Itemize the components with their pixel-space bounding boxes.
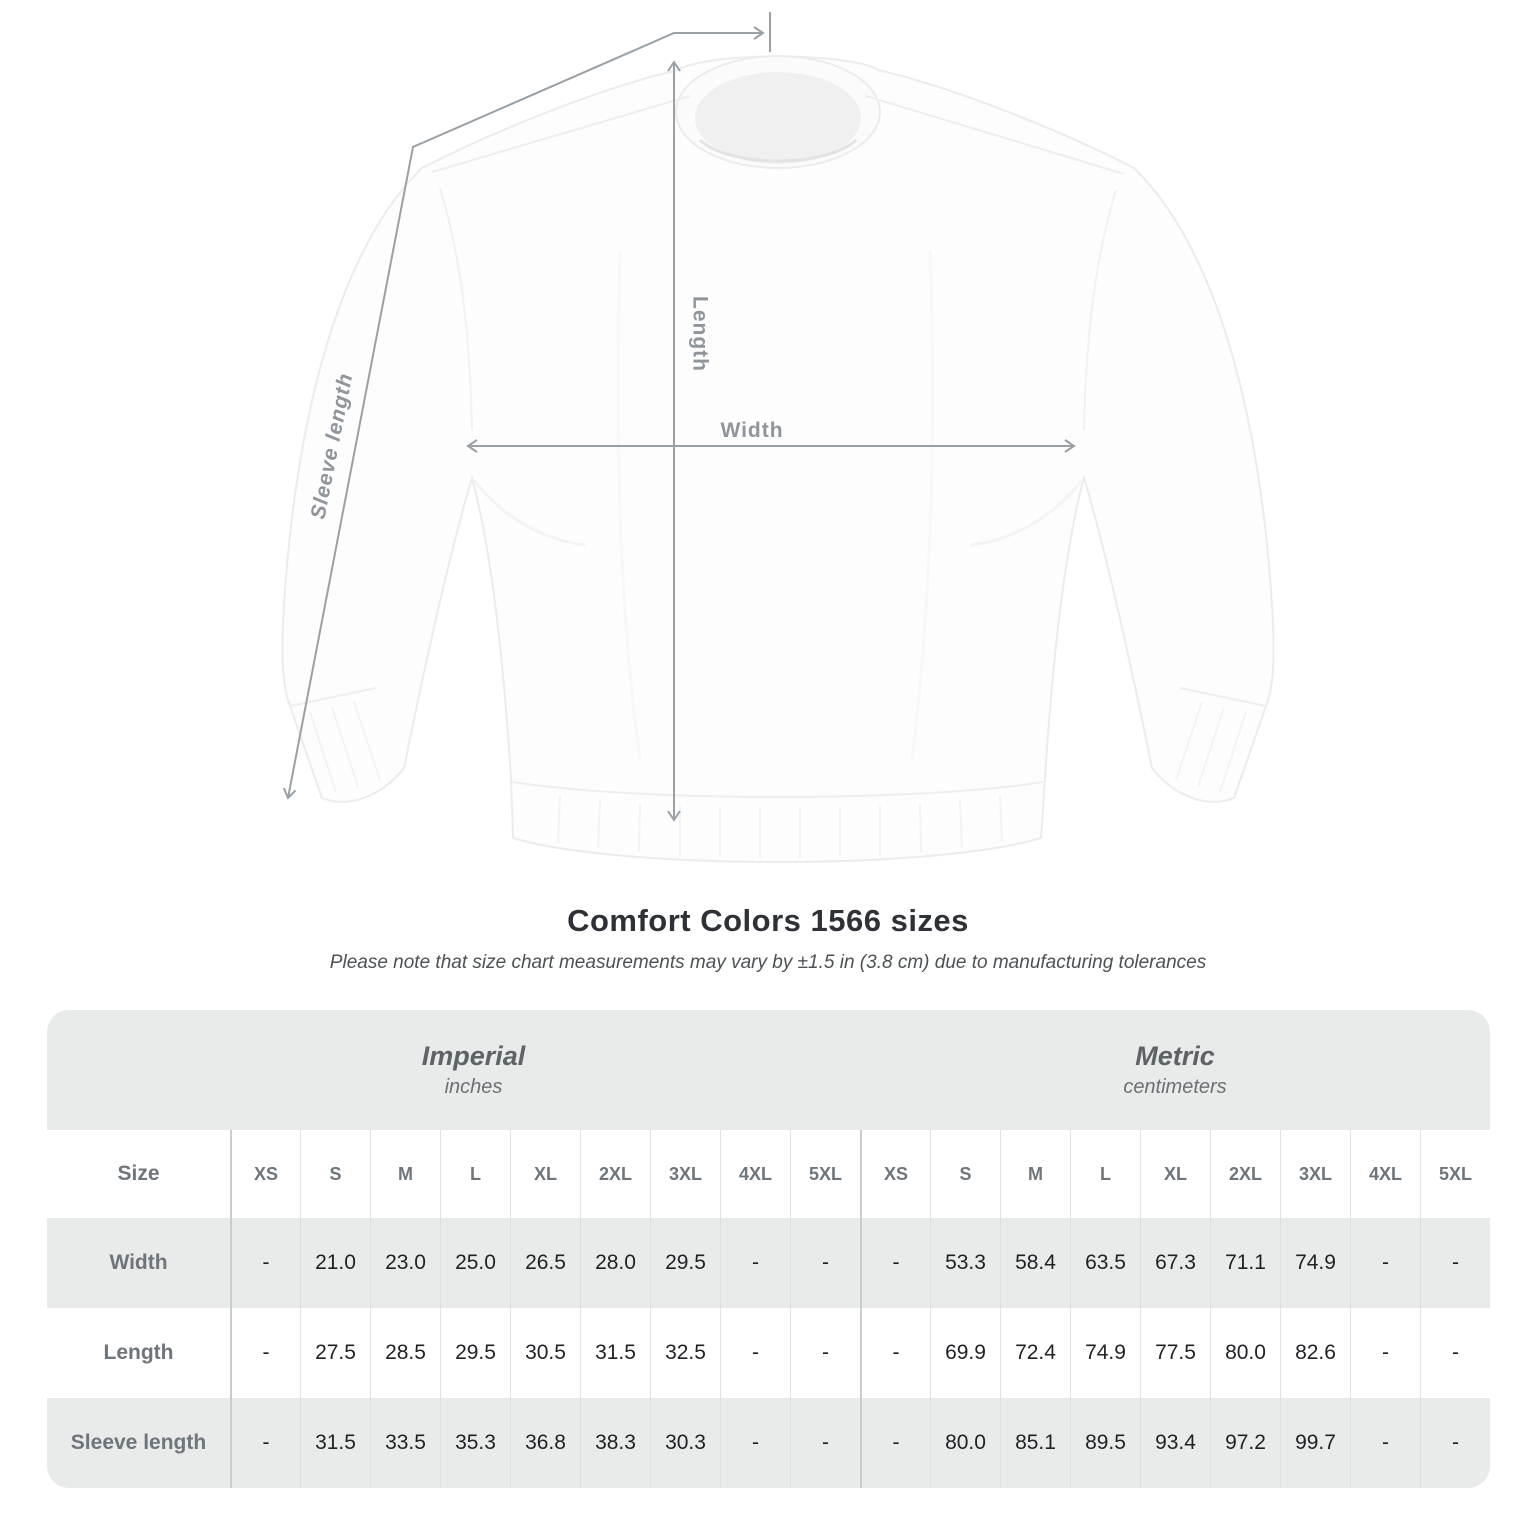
table-row xyxy=(47,1308,1490,1398)
cell-value: - xyxy=(230,1308,300,1398)
column-header-s: S xyxy=(930,1130,1000,1218)
column-header-2xl: 2XL xyxy=(1210,1130,1280,1218)
cell-value: 29.5 xyxy=(440,1308,510,1398)
cell-value: 99.7 xyxy=(1280,1398,1350,1488)
cell-value: 26.5 xyxy=(510,1218,580,1308)
column-header-xs: XS xyxy=(230,1130,300,1218)
cell-value: 97.2 xyxy=(1210,1398,1280,1488)
cell-value: 80.0 xyxy=(1210,1308,1280,1398)
cell-value: 30.3 xyxy=(650,1398,720,1488)
page-title: Comfort Colors 1566 sizes xyxy=(567,903,969,938)
column-header-4xl: 4XL xyxy=(720,1130,790,1218)
sweatshirt-graphic xyxy=(282,56,1273,862)
row-label: Length xyxy=(103,1341,174,1364)
column-header-m: M xyxy=(370,1130,440,1218)
column-header-s: S xyxy=(300,1130,370,1218)
column-header-l: L xyxy=(1070,1130,1140,1218)
cell-value: 53.3 xyxy=(930,1218,1000,1308)
column-header-xl: XL xyxy=(510,1130,580,1218)
cell-value: - xyxy=(790,1398,860,1488)
cell-value: 36.8 xyxy=(510,1398,580,1488)
cell-value: 38.3 xyxy=(580,1398,650,1488)
imperial-label: Imperial xyxy=(421,1041,526,1071)
tolerance-note: Please note that size chart measurements may vary by ±1.5 in (3.8 cm) due to manufacturing tolerances xyxy=(329,952,1207,973)
column-header-xl: XL xyxy=(1140,1130,1210,1218)
metric-label: Metric xyxy=(1135,1041,1215,1071)
cell-value: 74.9 xyxy=(1070,1308,1140,1398)
cell-value: - xyxy=(720,1398,790,1488)
cell-value: 74.9 xyxy=(1280,1218,1350,1308)
row-label: Width xyxy=(109,1251,168,1274)
length-label: Length xyxy=(688,296,712,372)
table-columns-row xyxy=(47,1130,1490,1218)
cell-value: 29.5 xyxy=(650,1218,720,1308)
cell-value: 89.5 xyxy=(1070,1398,1140,1488)
column-header-5xl: 5XL xyxy=(1420,1130,1490,1218)
row-label: Sleeve length xyxy=(70,1431,207,1454)
unit-band xyxy=(47,1010,1490,1130)
cell-value: - xyxy=(230,1218,300,1308)
cell-value: - xyxy=(860,1218,930,1308)
cell-value: - xyxy=(790,1218,860,1308)
column-header-m: M xyxy=(1000,1130,1070,1218)
column-header-l: L xyxy=(440,1130,510,1218)
cell-value: 80.0 xyxy=(930,1398,1000,1488)
column-header-xs: XS xyxy=(860,1130,930,1218)
table-row xyxy=(47,1398,1490,1488)
cell-value: 69.9 xyxy=(930,1308,1000,1398)
cell-value: 32.5 xyxy=(650,1308,720,1398)
table-body xyxy=(47,1218,1490,1488)
cell-value: 31.5 xyxy=(300,1398,370,1488)
cell-value: - xyxy=(790,1308,860,1398)
table-row xyxy=(47,1218,1490,1308)
cell-value: 35.3 xyxy=(440,1398,510,1488)
cell-value: - xyxy=(1350,1308,1420,1398)
column-header-2xl: 2XL xyxy=(580,1130,650,1218)
cell-value: - xyxy=(720,1308,790,1398)
cell-value: - xyxy=(1420,1398,1490,1488)
cell-value: 33.5 xyxy=(370,1398,440,1488)
cell-value: 31.5 xyxy=(580,1308,650,1398)
cell-value: 58.4 xyxy=(1000,1218,1070,1308)
cell-value: - xyxy=(860,1398,930,1488)
cell-value: 71.1 xyxy=(1210,1218,1280,1308)
cell-value: 67.3 xyxy=(1140,1218,1210,1308)
cell-value: 85.1 xyxy=(1000,1398,1070,1488)
cell-value: 77.5 xyxy=(1140,1308,1210,1398)
cell-value: 30.5 xyxy=(510,1308,580,1398)
column-header-4xl: 4XL xyxy=(1350,1130,1420,1218)
cell-value: 82.6 xyxy=(1280,1308,1350,1398)
cell-value: 63.5 xyxy=(1070,1218,1140,1308)
metric-unit-label: centimeters xyxy=(1123,1076,1227,1098)
size-table xyxy=(47,1010,1490,1488)
cell-value: - xyxy=(230,1398,300,1488)
cell-value: 27.5 xyxy=(300,1308,370,1398)
column-header-3xl: 3XL xyxy=(650,1130,720,1218)
cell-value: 28.5 xyxy=(370,1308,440,1398)
cell-value: - xyxy=(1420,1308,1490,1398)
imperial-group-header xyxy=(47,1010,860,1130)
cell-value: - xyxy=(720,1218,790,1308)
cell-value: - xyxy=(860,1308,930,1398)
size-column-header: Size xyxy=(117,1162,160,1185)
width-label: Width xyxy=(720,419,784,442)
cell-value: 21.0 xyxy=(300,1218,370,1308)
cell-value: 23.0 xyxy=(370,1218,440,1308)
cell-value: - xyxy=(1420,1218,1490,1308)
cell-value: 93.4 xyxy=(1140,1398,1210,1488)
cell-value: 28.0 xyxy=(580,1218,650,1308)
sleeve-length-label: Sleeve length xyxy=(306,370,358,522)
cell-value: - xyxy=(1350,1218,1420,1308)
column-header-3xl: 3XL xyxy=(1280,1130,1350,1218)
cell-value: 72.4 xyxy=(1000,1308,1070,1398)
imperial-unit-label: inches xyxy=(444,1076,503,1098)
cell-value: 25.0 xyxy=(440,1218,510,1308)
column-header-5xl: 5XL xyxy=(790,1130,860,1218)
metric-group-header xyxy=(860,1010,1490,1130)
cell-value: - xyxy=(1350,1398,1420,1488)
